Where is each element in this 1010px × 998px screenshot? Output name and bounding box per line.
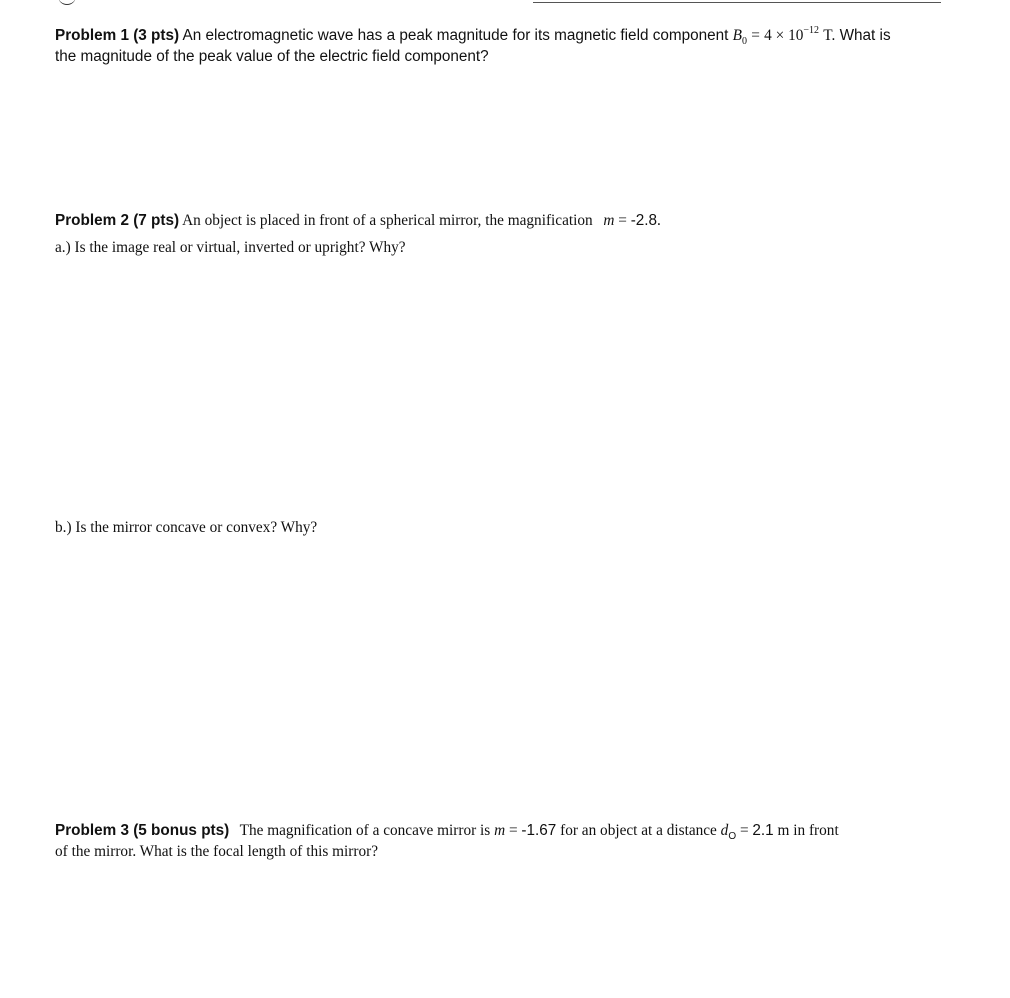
problem-3 (55, 820, 955, 862)
problem-1-heading: Problem 1 (3 pts) (55, 27, 180, 44)
magnification-symbol: m (494, 822, 506, 839)
equals-sign: = (751, 27, 760, 44)
problem-3-heading: Problem 3 (5 bonus pts) (55, 822, 230, 839)
b-field-subscript: 0 (742, 36, 748, 47)
distance-symbol: d (720, 822, 729, 839)
distance-subscript: O (728, 831, 737, 842)
problem-1-text: An electromagnetic wave has a peak magnitude for its magnetic field component (182, 27, 729, 44)
b-field-unit: T. (823, 27, 836, 44)
problem-1 (55, 25, 960, 67)
problem-2 (55, 210, 661, 231)
problem-2-part-a: a.) Is the image real or virtual, inverted or upright? Why? (55, 239, 406, 256)
b-field-value: 4 × 10 (764, 27, 804, 44)
problem-2-part-b: b.) Is the mirror concave or convex? Why? (55, 519, 318, 536)
b-field-symbol: B (732, 27, 743, 44)
magnification-value: -2.8 (630, 212, 658, 229)
problem-2-period: . (657, 212, 661, 229)
problem-3-question: of the mirror. What is the focal length of this mirror? (55, 843, 378, 860)
problem-1-question: the magnitude of the peak value of the electric field component? (55, 48, 489, 65)
magnification-value: -1.67 (521, 822, 557, 839)
problem-2-heading: Problem 2 (7 pts) (55, 212, 180, 229)
problem-3-text-end: in front (793, 822, 839, 839)
problem-3-text-mid: for an object at a distance (560, 822, 717, 839)
magnification-symbol: m (603, 212, 615, 229)
page-corner-mark (58, 0, 76, 5)
equals-sign: = (618, 212, 627, 229)
distance-value: 2.1 (752, 822, 774, 839)
equals-sign: = (739, 822, 749, 839)
b-field-exponent: −12 (803, 25, 820, 36)
distance-unit: m (777, 822, 790, 839)
problem-1-text-end: What is (839, 27, 891, 44)
name-line (533, 2, 941, 3)
problem-3-text: The magnification of a concave mirror is (239, 822, 491, 839)
problem-2-text: An object is placed in front of a spherical mirror, the magnification (182, 212, 593, 229)
equals-sign: = (508, 822, 518, 839)
